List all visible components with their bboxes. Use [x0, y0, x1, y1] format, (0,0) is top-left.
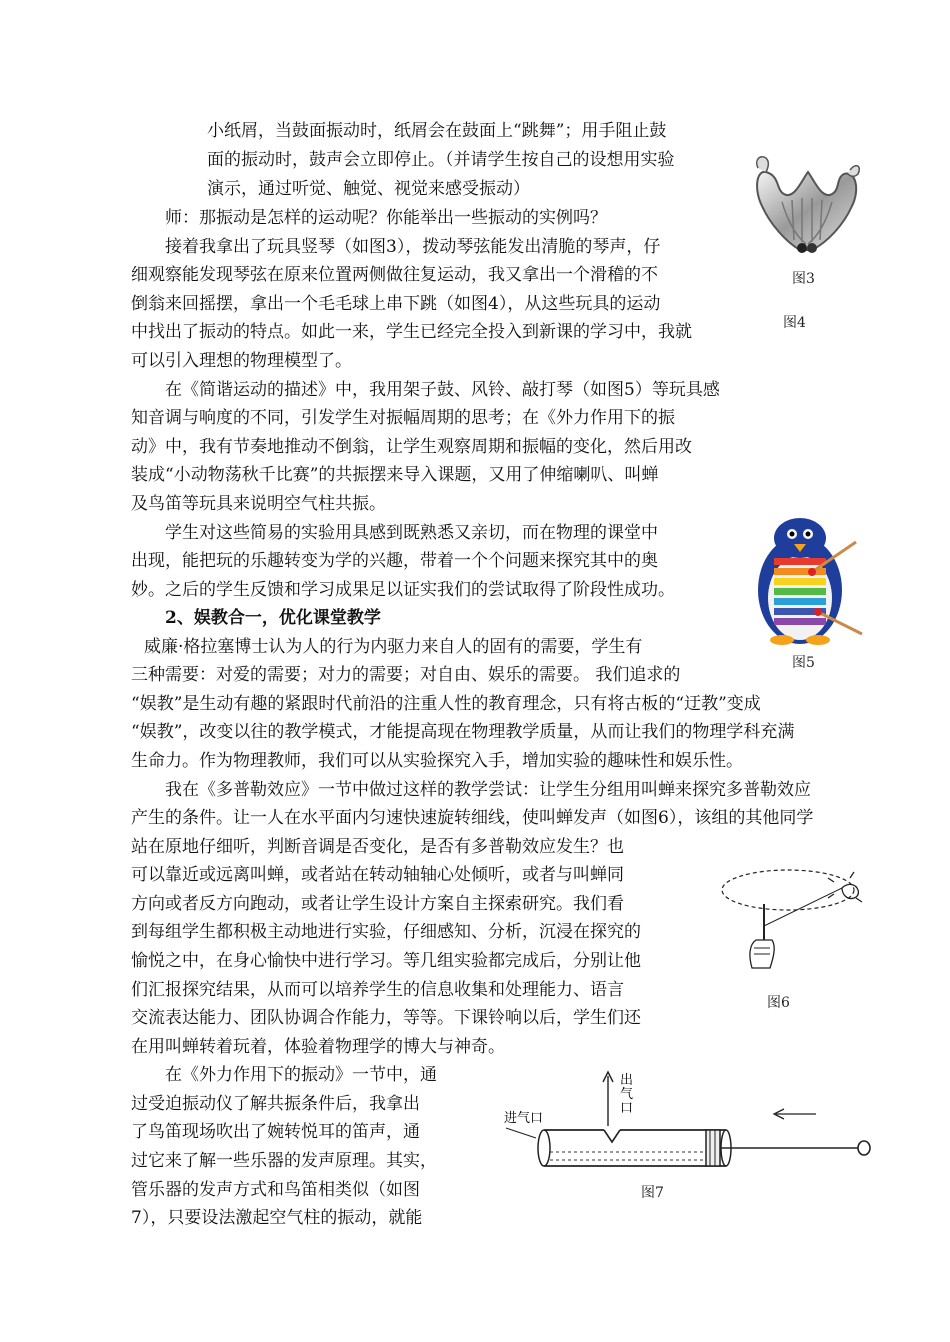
text-line: 了鸟笛现场吹出了婉转悦耳的笛声，通 [131, 1122, 420, 1142]
text-line: 知音调与响度的不同，引发学生对振幅周期的思考；在《外力作用下的振 [131, 408, 675, 428]
text-line: 中找出了振动的特点。如此一来，学生已经完全投入到新课的学习中，我就 [131, 322, 692, 342]
text-line: 师：那振动是怎样的运动呢？你能举出一些振动的实例吗？ [165, 208, 607, 228]
text-line: 站在原地仔细听，判断音调是否变化，是否有多普勒效应发生？也 [131, 837, 624, 857]
text-line: 在《外力作用下的振动》一节中，通 [165, 1065, 437, 1085]
figure-caption: 图7 [641, 1185, 664, 1201]
text-line: 可以引入理想的物理模型了。 [131, 351, 352, 371]
text-line: 在《简谐运动的描述》中，我用架子鼓、风铃、敲打琴（如图5）等玩具感 [165, 380, 720, 400]
penguin-xylophone-image [752, 512, 864, 646]
text-line: 面的振动时，鼓声会立即停止。（并请学生按自己的设想用实验 [207, 150, 675, 170]
text-line: 7），只要设法激起空气柱的振动，就能 [131, 1208, 423, 1228]
figure-caption: 图3 [792, 271, 815, 287]
outlet-label: 口 [620, 1101, 634, 1116]
outlet-label: 气 [620, 1087, 634, 1102]
text-line: 威廉·格拉塞博士认为人的行为内驱力来自人的固有的需要，学生有 [144, 637, 643, 657]
text-line: 演示，通过听觉、触觉、视觉来感受振动） [207, 179, 530, 199]
text-line: 产生的条件。让一人在水平面内匀速快速旋转细线，使叫蝉发声（如图6），该组的其他同学 [131, 808, 814, 828]
text-line: “娱教”，改变以往的教学模式，才能提高现在物理教学质量，从而让我们的物理学科充满 [131, 722, 795, 742]
outlet-label: 出 [620, 1073, 634, 1088]
text-line: 方向或者反方向跑动，或者让学生设计方案自主探索研究。我们看 [131, 894, 624, 914]
text-line: 装成“小动物荡秋千比赛”的共振摆来导入课题，又用了伸缩喇叭、叫蝉 [131, 465, 659, 485]
inlet-label: 进气口 [504, 1111, 544, 1126]
text-line: 细观察能发现琴弦在原来位置两侧做往复运动，我又拿出一个滑稽的不 [131, 265, 658, 285]
text-line: 愉悦之中，在身心愉快中进行学习。等几组实验都完成后，分别让他 [131, 951, 641, 971]
figure-caption: 图6 [767, 995, 790, 1011]
text-line: 动》中，我有节奏地推动不倒翁，让学生观察周期和振幅的变化，然后用改 [131, 437, 692, 457]
text-line: 出现，能把玩的乐趣转变为学的兴趣，带着一个个问题来探究其中的奥 [131, 551, 658, 571]
section-heading: 2、娱教合一，优化课堂教学 [165, 608, 381, 628]
figure-caption: 图5 [792, 655, 815, 671]
text-line: 管乐器的发声方式和鸟笛相类似（如图 [131, 1180, 420, 1200]
text-line: 妙。之后的学生反馈和学习成果足以证实我们的尝试取得了阶段性成功。 [131, 580, 675, 600]
text-line: 交流表达能力、团队协调合作能力，等等。下课铃响以后，学生们还 [131, 1008, 641, 1028]
text-line: 及鸟笛等玩具来说明空气柱共振。 [131, 494, 386, 514]
text-line: 可以靠近或远离叫蝉，或者站在转动轴轴心处倾听，或者与叫蝉同 [131, 865, 624, 885]
harp-toy-image [752, 150, 864, 258]
text-line: 到每组学生都积极主动地进行实验，仔细感知、分析，沉浸在探究的 [131, 922, 641, 942]
text-line: 我在《多普勒效应》一节中做过这样的教学尝试：让学生分组用叫蝉来探究多普勒效应 [165, 780, 811, 800]
text-line: 倒翁来回摇摆，拿出一个毛毛球上串下跳（如图4），从这些玩具的运动 [131, 294, 661, 314]
text-line: 生命力。作为物理教师，我们可以从实验探究入手，增加实验的趣味性和娱乐性。 [131, 751, 743, 771]
text-line: 学生对这些简易的实验用具感到既熟悉又亲切，而在物理的课堂中 [165, 523, 658, 543]
text-line: “娱教”是生动有趣的紧跟时代前沿的注重人性的教育理念，只有将古板的“迂教”变成 [131, 694, 761, 714]
figure-caption: 图4 [783, 315, 806, 331]
text-line: 三种需要：对爱的需要；对力的需要；对自由、娱乐的需要。 我们追求的 [131, 665, 681, 685]
text-line: 过它来了解一些乐器的发声原理。其实， [131, 1151, 437, 1171]
text-line: 过受迫振动仪了解共振条件后，我拿出 [131, 1094, 420, 1114]
text-line: 们汇报探究结果，从而可以培养学生的信息收集和处理能力、语言 [131, 980, 624, 1000]
text-line: 接着我拿出了玩具竖琴（如图3），拨动琴弦能发出清脆的琴声，仔 [165, 237, 661, 257]
text-line: 在用叫蝉转着玩着，体验着物理学的博大与神奇。 [131, 1037, 505, 1057]
bird-whistle-diagram [494, 1066, 880, 1176]
text-line: 小纸屑，当鼓面振动时，纸屑会在鼓面上“跳舞”；用手阻止鼓 [207, 121, 667, 141]
cicada-spin-diagram [718, 864, 868, 980]
